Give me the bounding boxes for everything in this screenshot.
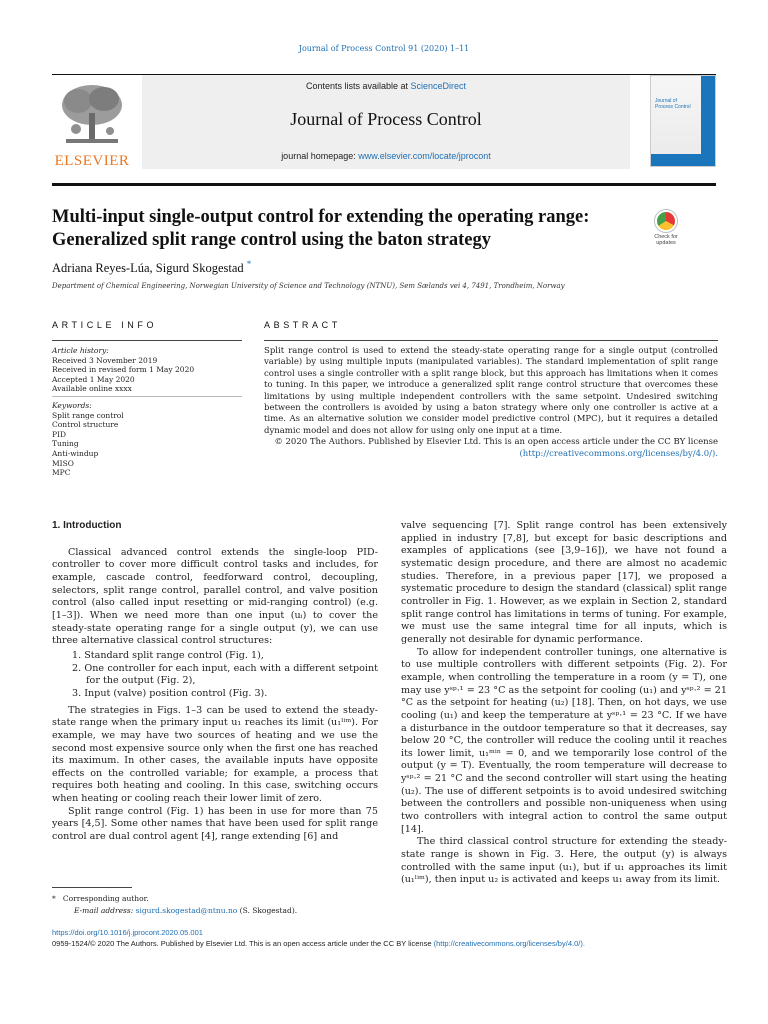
corresponding-label: Corresponding author. bbox=[62, 894, 149, 903]
list-item: 2. One controller for each input, each with a different setpoint for the output (Fig. 2), bbox=[72, 662, 378, 687]
cover-stripe bbox=[701, 76, 715, 166]
footnote-corresponding bbox=[52, 893, 297, 905]
body-paragraph: The strategies in Figs. 1–3 can be used to extend the steady-state range when the primary input u₁ reaches its limit (u₁ˡⁱᵐ). For example, we may have two sources of heating and we use the second most expensive source only when the first one has reached its maximum. In other cases, the available inputs have opposite effects on the controlled variable; for example, a process that requires both heating and cooling. In this case, switching occurs when heating or cooling reach their lower limit of zero. bbox=[52, 704, 378, 805]
structure-list bbox=[52, 650, 378, 701]
keyword: MISO bbox=[52, 458, 74, 468]
title-line1: Multi-input single-output control for extending the operating range: bbox=[52, 207, 590, 227]
abstract-heading: ABSTRACT bbox=[264, 320, 341, 330]
homepage-prefix: journal homepage: bbox=[281, 151, 359, 161]
history-item: Received in revised form 1 May 2020 bbox=[52, 365, 195, 375]
journal-banner bbox=[142, 75, 630, 169]
history-label: Article history: bbox=[52, 346, 109, 355]
body-paragraph: To allow for independent controller tunings, one alternative is to use multiple controllers with different setpoints (Fig. 2). For example, when controlling the temperature in a room (y = T), one may use yˢᵖ·¹ = 23 °C as the setpoint for cooling (u₁) and yˢᵖ·² = 21 °C as the setpoint for heating (u₂) [18]. Then, on hot days, we use cooling (u₁) and keep the temperature at yˢᵖ·¹ = 23 °C. If we have a disturbance in the outdoor temperature so that it decreases, say below 20 °C, the controller will reduce the cooling until it reaches its lower limit, u₁ᵐⁱⁿ = 0, and we temporarily lose control of the output (y = T). Eventually, the room temperature will decrease to yˢᵖ·² = 21 °C and the second controller will start using the heating (u₂). The use of different setpoints is to avoid undesired switching between the controllers and possible non-uniqueness when using two controllers with integral action to control the same output [14]. bbox=[401, 646, 727, 835]
body-paragraph: The third classical control structure for extending the steady-state range is shown in Fig. 3. Here, the output (y) is always controlled with the same input (u₁), but if u₁ approaches its limit (u₁ˡⁱᵐ), then input u₂ is activated and keeps u₁ away from its limit. bbox=[401, 836, 727, 886]
body-column-left bbox=[52, 520, 378, 844]
contents-availability bbox=[142, 81, 630, 91]
history-item: Available online xxxx bbox=[52, 384, 132, 394]
license-link[interactable]: (http://creativecommons.org/licenses/by/4.0/). bbox=[519, 448, 718, 459]
journal-citation[interactable]: Journal of Process Control 91 (2020) 1–11 bbox=[298, 44, 470, 53]
abstract-text: Split range control is used to extend the steady-state operating range for a single output (controlled variable) by using multiple inputs (manipulated variables). The standard implementation of split range control uses a single controller with a split range block, but this approach has limitations when it comes to tuning. In this paper, we introduce a generalized split range control structure that overcomes these limitations by using multiple independent controllers with the same setpoint. Undesired switching between the controllers is avoided by using a baton strategy where only one controller is active at a time. As an alternative solution we consider model predictive control (MPC), but it requires a detailed dynamic model and does not allow for using only one input at a time. bbox=[264, 346, 718, 436]
issn-line bbox=[52, 938, 716, 949]
cover-title-line1: Journal of bbox=[655, 98, 677, 104]
check-updates-label: Check for updates bbox=[654, 234, 678, 246]
keyword: MPC bbox=[52, 468, 71, 478]
cover-title-line2: Process Control bbox=[655, 104, 691, 110]
body-paragraph: Split range control (Fig. 1) has been in use for more than 75 years [4,5]. Some other names that have been used for split range control are dual control agent [4], range extending [6] and bbox=[52, 805, 378, 843]
article-info-heading: ARTICLE INFO bbox=[52, 320, 158, 330]
body-paragraph: Classical advanced control extends the single-loop PID-controller to cover more difficult control tasks and includes, for example, cascade control, feedforward control, decoupling, selectors, split range control, parallel control, and valve position control (also called input resetting or mid-ranging control) (e.g. [1–3]). When we need more than one input (uᵢ) to cover the steady-state operating range for a single output (y), we can use three alternative classical control structures: bbox=[52, 546, 378, 647]
sciencedirect-link[interactable]: ScienceDirect bbox=[410, 81, 467, 91]
article-info-panel bbox=[52, 346, 242, 478]
info-divider bbox=[52, 394, 242, 397]
body-column-right bbox=[401, 520, 727, 887]
contents-prefix: Contents lists available at bbox=[305, 81, 411, 91]
affiliation: Department of Chemical Engineering, Norwegian University of Science and Technology (NTNU), Sem Sælands vei 4, 7491, Trondheim, Norway bbox=[52, 282, 565, 290]
keyword: Control structure bbox=[52, 420, 119, 430]
page-footer bbox=[52, 927, 716, 949]
history-item: Received 3 November 2019 bbox=[52, 355, 158, 365]
keyword: Anti-windup bbox=[52, 448, 99, 458]
keyword: Tuning bbox=[52, 439, 79, 449]
masthead-divider bbox=[52, 183, 716, 186]
abstract-license-link bbox=[264, 449, 718, 460]
list-item: 3. Input (valve) position control (Fig. 3). bbox=[72, 687, 268, 699]
abstract-copyright: © 2020 The Authors. Published by Elsevier Ltd. This is an open access article under the CC BY license bbox=[274, 437, 718, 448]
elsevier-tree-icon bbox=[56, 83, 128, 147]
journal-masthead bbox=[52, 74, 716, 168]
keyword: PID bbox=[52, 429, 67, 439]
check-updates-icon bbox=[655, 210, 677, 232]
history-item: Accepted 1 May 2020 bbox=[52, 374, 135, 384]
keyword: Split range control bbox=[52, 410, 124, 420]
corresponding-author-marker[interactable]: * bbox=[246, 259, 252, 269]
cover-bar bbox=[651, 154, 703, 166]
author-names: Adriana Reyes-Lúa, Sigurd Skogestad bbox=[52, 261, 244, 276]
journal-title: Journal of Process Control bbox=[290, 109, 482, 129]
cover-title bbox=[655, 98, 691, 110]
article-title bbox=[52, 206, 632, 252]
footer-license-link[interactable]: (http://creativecommons.org/licenses/by/4.0/). bbox=[433, 939, 585, 948]
email-link[interactable]: sigurd.skogestad@ntnu.no bbox=[135, 906, 238, 915]
check-for-updates-badge[interactable] bbox=[646, 210, 686, 250]
abstract-rule bbox=[264, 340, 718, 341]
email-label: E-mail address: bbox=[74, 906, 136, 915]
footnote bbox=[52, 893, 297, 917]
list-item: 1. Standard split range control (Fig. 1), bbox=[72, 649, 264, 661]
footnote-marker: * bbox=[52, 894, 56, 903]
section-heading-introduction: 1. Introduction bbox=[52, 520, 122, 531]
footnote-divider bbox=[52, 887, 132, 888]
doi-link[interactable]: https://doi.org/10.1016/j.jprocont.2020.05.001 bbox=[52, 928, 203, 937]
footnote-email-line bbox=[52, 905, 297, 917]
issn-text: 0959-1524/© 2020 The Authors. Published by Elsevier Ltd. This is an open access article under the CC BY license bbox=[52, 939, 434, 948]
article-info-rule bbox=[52, 340, 242, 341]
journal-homepage bbox=[142, 151, 630, 161]
body-paragraph: valve sequencing [7]. Split range control has been extensively applied in industry [7,8], but except for basic descriptions and examples of applications (see [3,9–16]), we have not found a systematic design procedure, and there are almost no academic studies. Therefore, in a previous paper [17], we proposed a systematic procedure to design the standard (classical) split range controller in Fig. 1. However, as we explain in Section 2, standard split range control has limitations in terms of tuning. For example, we must use the same integral time for all inputs, which is generally not desirable for dynamic performance. bbox=[401, 520, 727, 645]
elsevier-wordmark: ELSEVIER bbox=[54, 153, 130, 169]
homepage-link[interactable]: www.elsevier.com/locate/jprocont bbox=[358, 151, 491, 161]
author-list bbox=[52, 259, 251, 276]
journal-cover-thumbnail[interactable] bbox=[650, 75, 716, 167]
title-line2: Generalized split range control using the baton strategy bbox=[52, 230, 492, 250]
keywords-label: Keywords: bbox=[52, 400, 92, 410]
elsevier-logo[interactable] bbox=[52, 83, 132, 167]
email-suffix: (S. Skogestad). bbox=[237, 906, 298, 915]
abstract-panel bbox=[264, 346, 718, 460]
